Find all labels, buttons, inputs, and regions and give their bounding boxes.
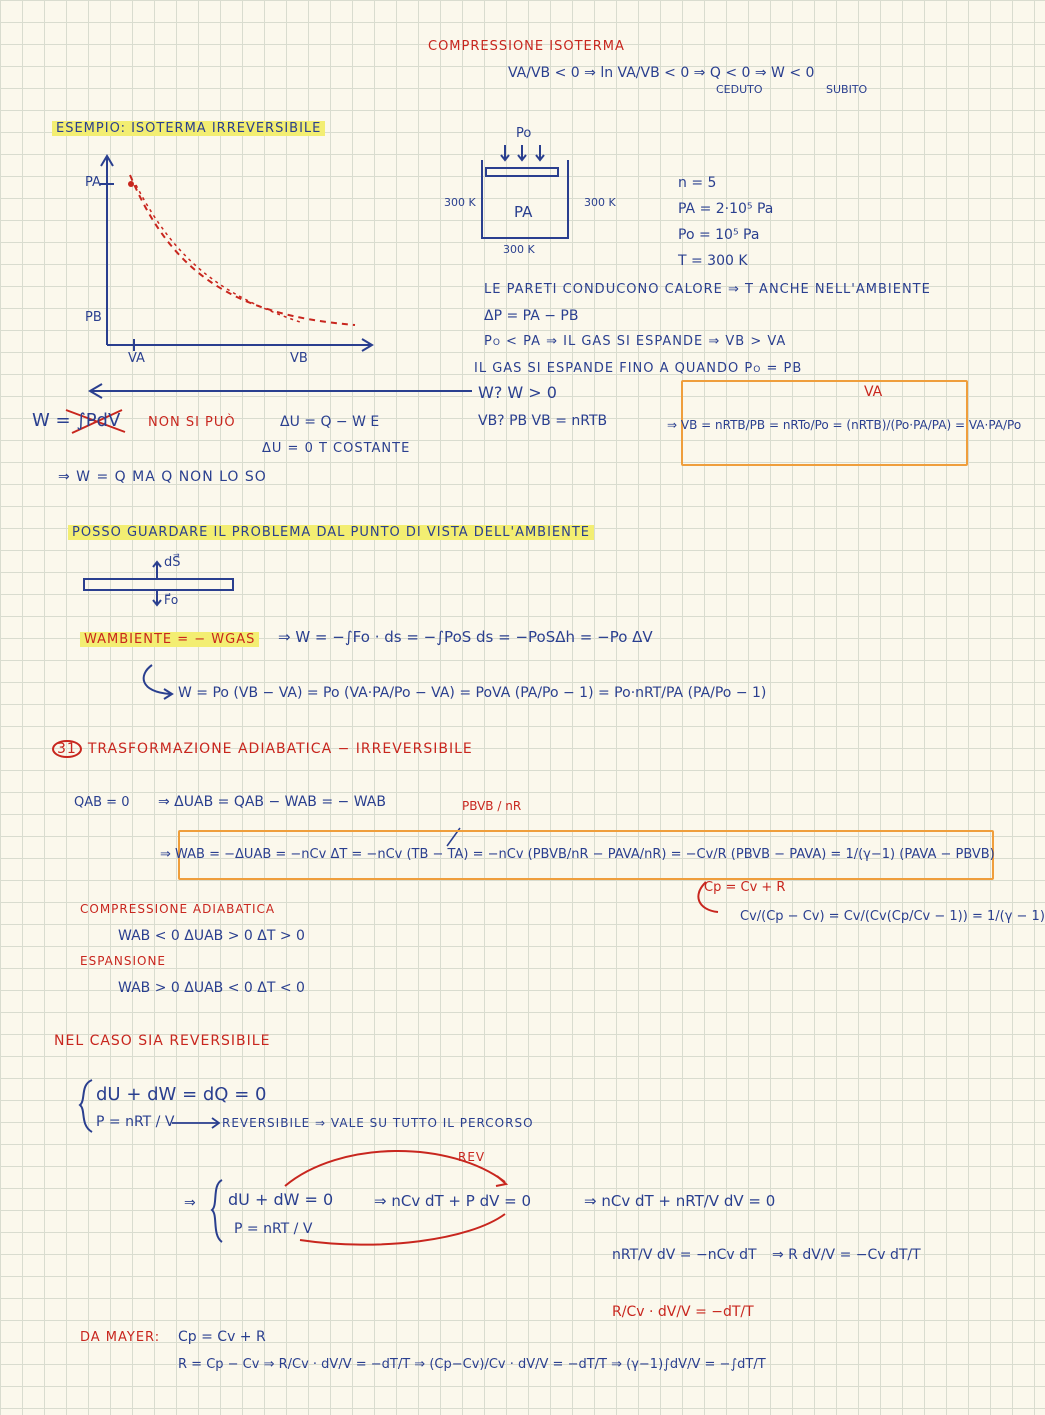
w-note: SUBITO <box>826 83 868 96</box>
pbvb-label: PBVB / nR <box>462 799 522 813</box>
arrow-to-w <box>90 384 472 398</box>
header-line: VA/VB < 0 ⇒ ln VA/VB < 0 ⇒ Q < 0 ⇒ W < 0 <box>508 65 815 81</box>
graph-pb-label: PB <box>85 310 102 325</box>
reversibile-note: REVERSIBILE ⇒ VALE SU TUTTO IL PERCORSO <box>222 1116 534 1130</box>
compressione-label: COMPRESSIONE ADIABATICA <box>80 902 276 916</box>
qab: QAB = 0 <box>74 795 130 810</box>
param-n: n = 5 <box>678 175 717 191</box>
plate-diagram <box>84 562 233 605</box>
amb-eq1: ⇒ W = −∫Fo · ds = −∫PoS ds = −PoSΔh = −Po ΔV <box>278 628 653 646</box>
adiabatica-title: TRASFORMAZIONE ADIABATICA − IRREVERSIBILE <box>87 741 473 757</box>
adiabatica-heading <box>52 740 473 758</box>
w-pdv: W = ∫PdV <box>32 410 121 431</box>
espansione-label: ESPANSIONE <box>80 954 167 968</box>
cp-eq: Cp = Cv + R <box>704 880 786 895</box>
state-a-point <box>128 181 134 187</box>
amb-eq2: W = Po (VB − VA) = Po (VA·PA/Po − VA) = PoVA (PA/Po − 1) = Po·nRT/PA (PA/Po − 1) <box>178 685 767 701</box>
sys1-eq2: P = nRT / V <box>96 1114 175 1130</box>
rev-eq-d: ⇒ R dV/V = −Cv dT/T <box>772 1247 921 1263</box>
cyl-right-temp: 300 K <box>584 196 616 209</box>
line-deltap: ΔP = PA − PB <box>484 308 579 324</box>
cyl-po: Po <box>516 126 532 141</box>
fo-label: F⃗o <box>164 593 179 607</box>
w-question: W? W > 0 <box>478 383 557 402</box>
cylinder-diagram <box>482 145 568 238</box>
line-fino: IL GAS SI ESPANDE FINO A QUANDO Po = PB <box>474 361 803 376</box>
brace-1 <box>80 1080 92 1132</box>
graph-pa-label: PA <box>85 175 101 190</box>
reversibile-title: NEL CASO SIA REVERSIBILE <box>54 1033 271 1049</box>
sys2-arrow: ⇒ <box>184 1195 196 1211</box>
ambiente-title: POSSO GUARDARE IL PROBLEMA DAL PUNTO DI VISTA DELL'AMBIENTE <box>68 525 594 540</box>
cyl-pa: PA <box>514 203 533 221</box>
non-si-puo: NON SI PUÒ <box>148 415 236 430</box>
wab-formula: ⇒ WAB = −ΔUAB = −nCv ΔT = −nCv (TB − TA) = −nCv (PBVB/nR − PAVA/nR) = −Cv/R (PBVB − PAVA) = 1/(γ−1) (PAVA − PBVB) <box>160 847 995 862</box>
mayer-eq2: R = Cp − Cv ⇒ R/Cv · dV/V = −dT/T ⇒ (Cp−Cv)/Cv · dV/V = −dT/T ⇒ (γ−1)∫dV/V = −∫dT/T <box>178 1357 766 1372</box>
rev-label: REV <box>458 1150 486 1164</box>
line-pareti: LE PARETI CONDUCONO CALORE ⇒ T ANCHE NELL'AMBIENTE <box>484 282 931 297</box>
cv-ratio: Cv/(Cp − Cv) = Cv/(Cv(Cp/Cv − 1)) = 1/(γ − 1) <box>740 909 1045 924</box>
espansione-line: WAB > 0 ΔUAB < 0 ΔT < 0 <box>118 980 305 996</box>
vb-question: VB? PB VB = nRTB <box>478 413 608 429</box>
rev-eq-b: ⇒ nCv dT + nRT/V dV = 0 <box>584 1192 776 1210</box>
sys1-eq1: dU + dW = dQ = 0 <box>96 1084 267 1105</box>
cyl-left-temp: 300 K <box>444 196 476 209</box>
du-ab: ⇒ ΔUAB = QAB − WAB = − WAB <box>158 794 386 810</box>
w-ambiente: WAMBIENTE = − WGAS <box>80 632 259 647</box>
graph-vb-label: VB <box>290 351 308 366</box>
param-pa: PA = 2·10⁵ Pa <box>678 201 774 217</box>
mayer-label: DA MAYER: <box>80 1330 161 1345</box>
du-eq: ΔU = Q − W E <box>280 414 380 430</box>
cyl-bottom-temp: 300 K <box>503 243 535 256</box>
line-espande: Po < PA ⇒ IL GAS SI ESPANDE ⇒ VB > VA <box>484 334 787 349</box>
param-t: T = 300 K <box>678 253 748 269</box>
rev-eq-a: ⇒ nCv dT + P dV = 0 <box>374 1192 531 1210</box>
compressione-line: WAB < 0 ΔUAB > 0 ΔT > 0 <box>118 928 305 944</box>
ds-label: dS⃗ <box>164 555 181 570</box>
isotherm-curve <box>130 175 355 325</box>
header-title: COMPRESSIONE ISOTERMA <box>428 39 625 54</box>
boxed-va-label: VA <box>864 384 883 400</box>
rev-arc-bottom <box>300 1214 505 1245</box>
sys2-eq2: P = nRT / V <box>234 1221 313 1237</box>
brace-2 <box>212 1180 222 1242</box>
irreversible-path <box>136 185 300 322</box>
rev-eq-red: R/Cv · dV/V = −dT/T <box>612 1304 754 1320</box>
sys2-eq1: dU + dW = 0 <box>228 1190 334 1209</box>
section-number: 31 <box>52 740 82 758</box>
mayer-eq1: Cp = Cv + R <box>178 1329 266 1345</box>
rev-eq-c: nRT/V dV = −nCv dT <box>612 1247 757 1263</box>
esempio-title: ESEMPIO: ISOTERMA IRREVERSIBILE <box>52 121 325 136</box>
boxed-formula: ⇒ VB = nRTB/PB = nRTo/Po = (nRTB)/(Po·PA/PA) = VA·PA/Po <box>667 418 1022 432</box>
w-eq-q: ⇒ W = Q MA Q NON LO SO <box>58 469 267 485</box>
graph-va-label: VA <box>128 351 145 366</box>
q-note: CEDUTO <box>716 83 763 96</box>
param-po: Po = 10⁵ Pa <box>678 227 760 243</box>
du-zero: ΔU = 0 T COSTANTE <box>262 441 411 456</box>
